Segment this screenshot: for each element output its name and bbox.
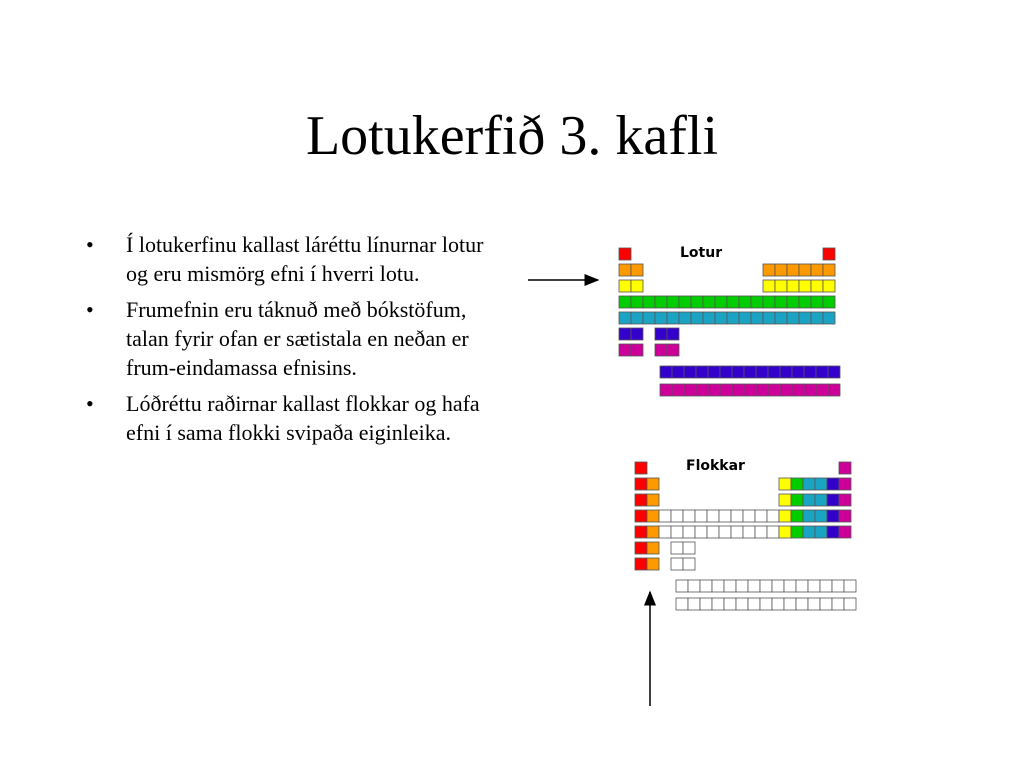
table-cell — [827, 510, 839, 522]
table-cell — [816, 366, 828, 378]
table-cell — [671, 510, 683, 522]
table-cell — [775, 280, 787, 292]
table-cell — [799, 264, 811, 276]
table-cell — [779, 494, 791, 506]
table-cell — [844, 580, 856, 592]
table-cell — [700, 598, 712, 610]
table-cell — [804, 366, 816, 378]
table-cell — [743, 510, 755, 522]
table-cell — [739, 296, 751, 308]
table-cell — [791, 494, 803, 506]
table-cell — [655, 328, 667, 340]
table-cell — [676, 580, 688, 592]
table-cell — [827, 526, 839, 538]
table-cell — [828, 384, 840, 396]
table-cell — [811, 264, 823, 276]
table-cell — [660, 384, 672, 396]
table-cell — [719, 526, 731, 538]
table-cell — [748, 580, 760, 592]
table-cell — [724, 598, 736, 610]
table-cell — [635, 462, 647, 474]
table-cell — [823, 248, 835, 260]
table-cell — [679, 296, 691, 308]
table-cell — [756, 384, 768, 396]
table-cell — [731, 510, 743, 522]
bullet-marker: • — [86, 232, 94, 257]
table-cell — [635, 542, 647, 554]
table-cell — [772, 580, 784, 592]
table-cell — [763, 296, 775, 308]
table-cell — [643, 296, 655, 308]
table-cell — [756, 366, 768, 378]
table-cell — [779, 510, 791, 522]
table-cell — [691, 296, 703, 308]
table-cell — [744, 366, 756, 378]
table-cell — [736, 598, 748, 610]
table-cell — [775, 264, 787, 276]
table-cell — [679, 312, 691, 324]
table-cell — [635, 478, 647, 490]
table-cell — [803, 478, 815, 490]
table-cell — [707, 526, 719, 538]
table-cell — [720, 366, 732, 378]
table-cell — [732, 366, 744, 378]
periods-table — [619, 248, 840, 396]
table-cell — [667, 344, 679, 356]
table-cell — [619, 248, 631, 260]
table-cell — [619, 264, 631, 276]
table-cell — [655, 312, 667, 324]
table-cell — [787, 280, 799, 292]
table-cell — [659, 526, 671, 538]
table-cell — [784, 598, 796, 610]
table-cell — [688, 580, 700, 592]
table-cell — [828, 366, 840, 378]
table-cell — [832, 598, 844, 610]
table-cell — [815, 526, 827, 538]
table-cell — [631, 280, 643, 292]
table-cell — [683, 542, 695, 554]
table-cell — [619, 328, 631, 340]
table-cell — [715, 296, 727, 308]
table-cell — [712, 598, 724, 610]
table-cell — [827, 478, 839, 490]
table-cell — [799, 280, 811, 292]
table-cell — [787, 312, 799, 324]
table-cell — [715, 312, 727, 324]
table-cell — [739, 312, 751, 324]
table-cell — [792, 366, 804, 378]
table-cell — [763, 312, 775, 324]
table-cell — [647, 494, 659, 506]
table-cell — [772, 598, 784, 610]
table-cell — [787, 296, 799, 308]
table-cell — [844, 598, 856, 610]
table-cell — [655, 344, 667, 356]
table-cell — [744, 384, 756, 396]
table-cell — [779, 478, 791, 490]
table-cell — [631, 264, 643, 276]
table-cell — [780, 366, 792, 378]
table-cell — [799, 296, 811, 308]
table-cell — [684, 366, 696, 378]
table-cell — [748, 598, 760, 610]
table-cell — [767, 510, 779, 522]
table-cell — [700, 580, 712, 592]
table-cell — [743, 526, 755, 538]
table-cell — [647, 478, 659, 490]
table-cell — [643, 312, 655, 324]
table-cell — [647, 542, 659, 554]
table-cell — [755, 526, 767, 538]
table-cell — [803, 526, 815, 538]
table-cell — [815, 510, 827, 522]
table-cell — [724, 580, 736, 592]
table-cell — [671, 526, 683, 538]
table-cell — [667, 312, 679, 324]
table-cell — [827, 494, 839, 506]
table-cell — [671, 558, 683, 570]
table-cell — [832, 580, 844, 592]
table-cell — [763, 264, 775, 276]
table-cell — [708, 384, 720, 396]
table-cell — [751, 296, 763, 308]
table-cell — [703, 296, 715, 308]
table-cell — [727, 312, 739, 324]
table-cell — [635, 510, 647, 522]
table-cell — [631, 312, 643, 324]
table-cell — [751, 312, 763, 324]
table-cell — [820, 580, 832, 592]
table-cell — [816, 384, 828, 396]
table-cell — [791, 510, 803, 522]
table-cell — [815, 478, 827, 490]
table-cell — [672, 384, 684, 396]
table-cell — [839, 510, 851, 522]
bullet-text: Frumefnin eru táknuð með bókstöfum, talan fyrir ofan er sætistala en neðan er frum-eindamassa efnisins. — [126, 297, 469, 380]
table-cell — [619, 344, 631, 356]
table-cell — [787, 264, 799, 276]
table-cell — [780, 384, 792, 396]
table-cell — [619, 312, 631, 324]
table-cell — [667, 296, 679, 308]
table-cell — [719, 510, 731, 522]
periods-label: Lotur — [680, 245, 723, 261]
table-cell — [839, 478, 851, 490]
table-cell — [703, 312, 715, 324]
table-cell — [823, 264, 835, 276]
table-cell — [792, 384, 804, 396]
table-cell — [720, 384, 732, 396]
table-cell — [791, 478, 803, 490]
table-cell — [803, 510, 815, 522]
table-cell — [712, 580, 724, 592]
table-cell — [760, 598, 772, 610]
table-cell — [768, 384, 780, 396]
table-cell — [635, 526, 647, 538]
table-cell — [671, 542, 683, 554]
table-cell — [676, 598, 688, 610]
table-cell — [696, 366, 708, 378]
table-cell — [659, 510, 671, 522]
table-cell — [823, 280, 835, 292]
table-cell — [839, 462, 851, 474]
table-cell — [683, 526, 695, 538]
table-cell — [811, 296, 823, 308]
table-cell — [684, 384, 696, 396]
table-cell — [647, 558, 659, 570]
bullet-text: Í lotukerfinu kallast láréttu línurnar lotur og eru mismörg efni í hverri lotu. — [126, 232, 484, 286]
table-cell — [655, 296, 667, 308]
table-cell — [768, 366, 780, 378]
table-cell — [784, 580, 796, 592]
table-cell — [775, 296, 787, 308]
table-cell — [763, 280, 775, 292]
table-cell — [683, 558, 695, 570]
table-cell — [811, 312, 823, 324]
table-cell — [736, 580, 748, 592]
table-cell — [808, 598, 820, 610]
table-cell — [683, 510, 695, 522]
table-cell — [803, 494, 815, 506]
table-cell — [635, 558, 647, 570]
table-cell — [779, 526, 791, 538]
table-cell — [619, 296, 631, 308]
table-cell — [647, 526, 659, 538]
table-cell — [755, 510, 767, 522]
table-cell — [631, 296, 643, 308]
groups-label: Flokkar — [686, 458, 745, 474]
table-cell — [688, 598, 700, 610]
table-cell — [796, 598, 808, 610]
table-cell — [631, 344, 643, 356]
bullet-text: Lóðréttu raðirnar kallast flokkar og hafa efni í sama flokki svipaða eiginleika. — [126, 391, 480, 445]
table-cell — [708, 366, 720, 378]
table-cell — [820, 598, 832, 610]
table-cell — [732, 384, 744, 396]
table-cell — [695, 526, 707, 538]
table-cell — [647, 510, 659, 522]
table-cell — [672, 366, 684, 378]
table-cell — [823, 296, 835, 308]
table-cell — [839, 494, 851, 506]
table-cell — [691, 312, 703, 324]
bullet-marker: • — [86, 297, 94, 322]
table-cell — [635, 494, 647, 506]
table-cell — [811, 280, 823, 292]
table-cell — [707, 510, 719, 522]
groups-table — [635, 462, 856, 610]
bullet-marker: • — [86, 391, 94, 416]
table-cell — [660, 366, 672, 378]
table-cell — [631, 328, 643, 340]
table-cell — [808, 580, 820, 592]
table-cell — [760, 580, 772, 592]
table-cell — [767, 526, 779, 538]
table-cell — [823, 312, 835, 324]
table-cell — [667, 328, 679, 340]
table-cell — [696, 384, 708, 396]
table-cell — [731, 526, 743, 538]
table-cell — [791, 526, 803, 538]
slide-title: Lotukerfið 3. kafli — [305, 105, 719, 167]
table-cell — [695, 510, 707, 522]
table-cell — [839, 526, 851, 538]
table-cell — [727, 296, 739, 308]
table-cell — [619, 280, 631, 292]
table-cell — [775, 312, 787, 324]
table-cell — [796, 580, 808, 592]
table-cell — [799, 312, 811, 324]
table-cell — [804, 384, 816, 396]
table-cell — [815, 494, 827, 506]
